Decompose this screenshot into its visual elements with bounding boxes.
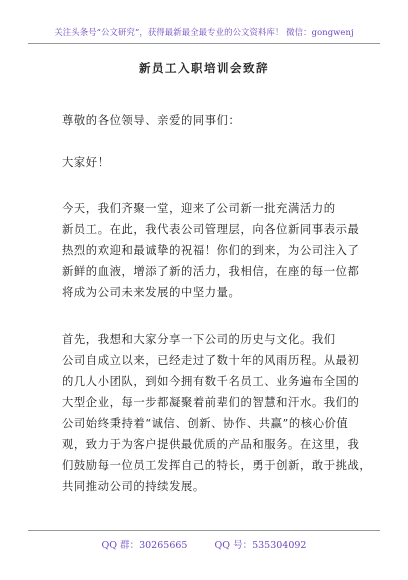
paragraph-history [62, 329, 372, 497]
greeting-line: 大家好！ [62, 156, 110, 169]
salutation [62, 110, 345, 131]
text-line: 们鼓励每一位员工发挥自己的特长，勇于创新，敢于挑战， [62, 459, 372, 472]
text-line: 大型企业，每一步都凝聚着前辈们的智慧和汗水。我们的 [62, 396, 360, 409]
text-line: 观，致力于为客户提供最优质的产品和服务。在这里，我 [62, 438, 360, 451]
paragraph-welcome [62, 198, 360, 303]
text-line: 新员工。在此，我代表公司管理层，向各位新同事表示最 [62, 223, 360, 236]
qq-number-label: QQ 号：535304092 [214, 540, 307, 551]
text-line: 公司始终秉持着“诚信、创新、协作、共赢”的核心价值 [62, 417, 349, 430]
document-title: 新员工入职培训会致辞 [139, 61, 269, 75]
qq-group-label: QQ 群：30265665 [101, 540, 188, 551]
text-line: 热烈的欢迎和最诚挚的祝福！你们的到来，为公司注入了 [62, 244, 360, 257]
header-divider [28, 43, 380, 44]
footer-divider [28, 530, 380, 531]
text-line: 新鲜的血液，增添了新的活力，我相信，在座的每一位都 [62, 265, 360, 278]
text-line: 的几人小团队，到如今拥有数千名员工、业务遍布全国的 [62, 375, 360, 388]
greeting [62, 152, 345, 173]
salutation-line: 尊敬的各位领导、亲爱的同事们： [62, 114, 241, 127]
text-line: 将成为公司未来发展的中坚力量。 [62, 286, 241, 299]
text-line: 共同推动公司的持续发展。 [62, 480, 205, 493]
text-line: 首先，我想和大家分享一下公司的历史与文化。我们 [62, 333, 336, 346]
header-note: 关注头条号“公文研究”，获得最新最全最专业的公文资料库！ 微信：gongwenj [54, 27, 354, 37]
footer [0, 537, 408, 551]
text-line: 今天，我们齐聚一堂，迎来了公司新一批充满活力的 [62, 202, 336, 215]
text-line: 公司自成立以来，已经走过了数十年的风雨历程。从最初 [62, 354, 360, 367]
